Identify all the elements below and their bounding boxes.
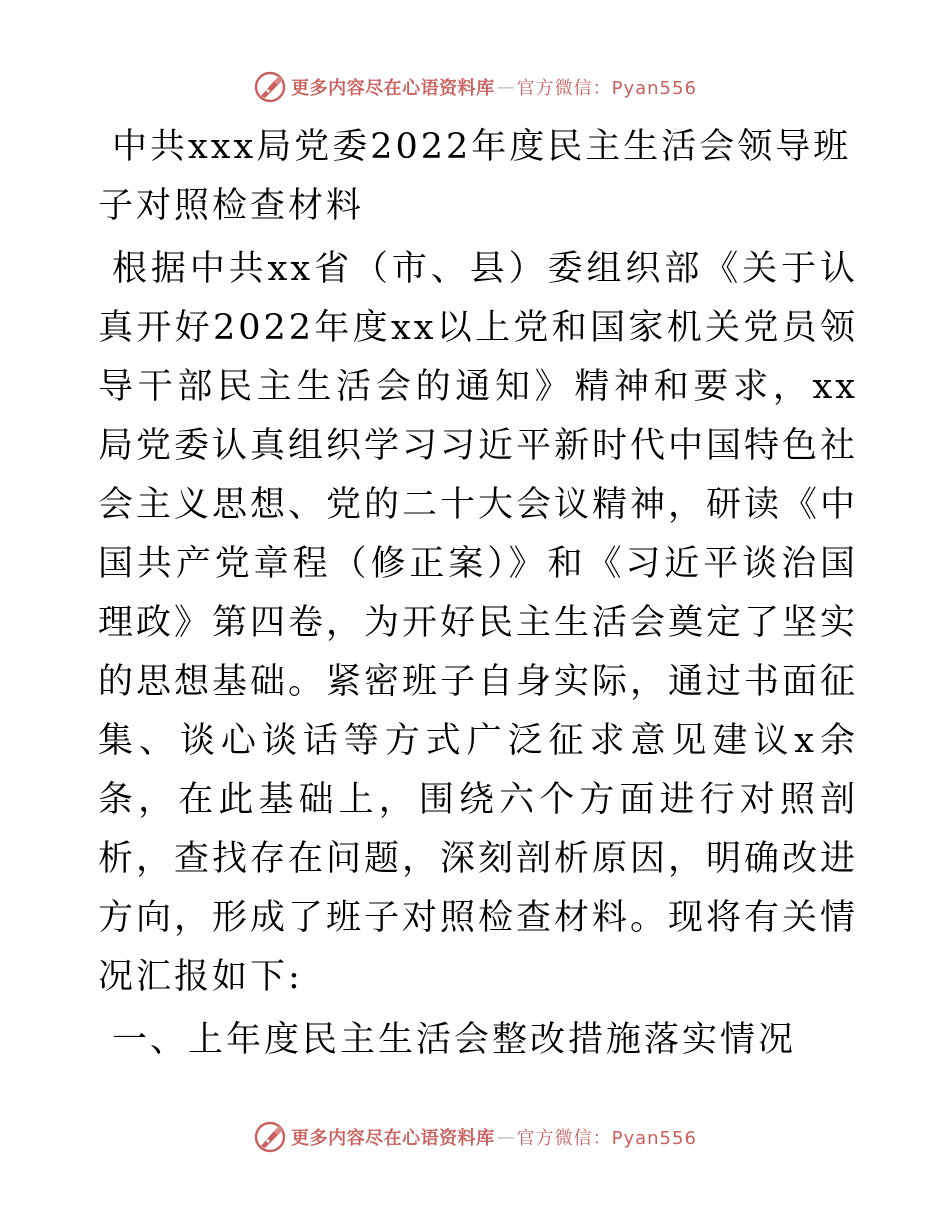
pen-nib-logo-icon	[253, 1120, 287, 1154]
promo-text: 更多内容尽在心语资料库	[291, 78, 495, 99]
intro-paragraph: 根据中共xx省（市、县）委组织部《关于认真开好2022年度xx以上党和国家机关党员领导干部民主生活会的通知》精神和要求，xx局党委认真组织学习习近平新时代中国特色社会主义思想、党的二十大会议精神，研读《中国共产党章程（修正案）》和《习近平谈治国理政》第四卷，为开好民主生活会奠定了坚实的思想基础。紧密班子自身实际，通过书面征集、谈心谈话等方式广泛征求意见建议x余条，在此基础上，围绕六个方面进行对照剖析，查找存在问题，深刻剖析原因，明确改进方向，形成了班子对照检查材料。现将有关情况汇报如下:	[98, 249, 859, 997]
document-title: 中共xxx局党委2022年度民主生活会领导班子对照检查材料	[98, 127, 852, 226]
banner-separator: —	[496, 76, 515, 98]
wechat-id-text: 官方微信：Pyan556	[516, 78, 697, 99]
banner-separator: —	[496, 1126, 515, 1148]
header-banner	[0, 70, 950, 104]
wechat-id-text: 官方微信：Pyan556	[516, 1128, 697, 1149]
document-body	[98, 118, 858, 1070]
pen-nib-logo-icon	[253, 70, 287, 104]
section-heading-1: 一、上年度民主生活会整改措施落实情况	[112, 1020, 797, 1060]
promo-text: 更多内容尽在心语资料库	[291, 1128, 495, 1149]
footer-banner	[0, 1120, 950, 1154]
